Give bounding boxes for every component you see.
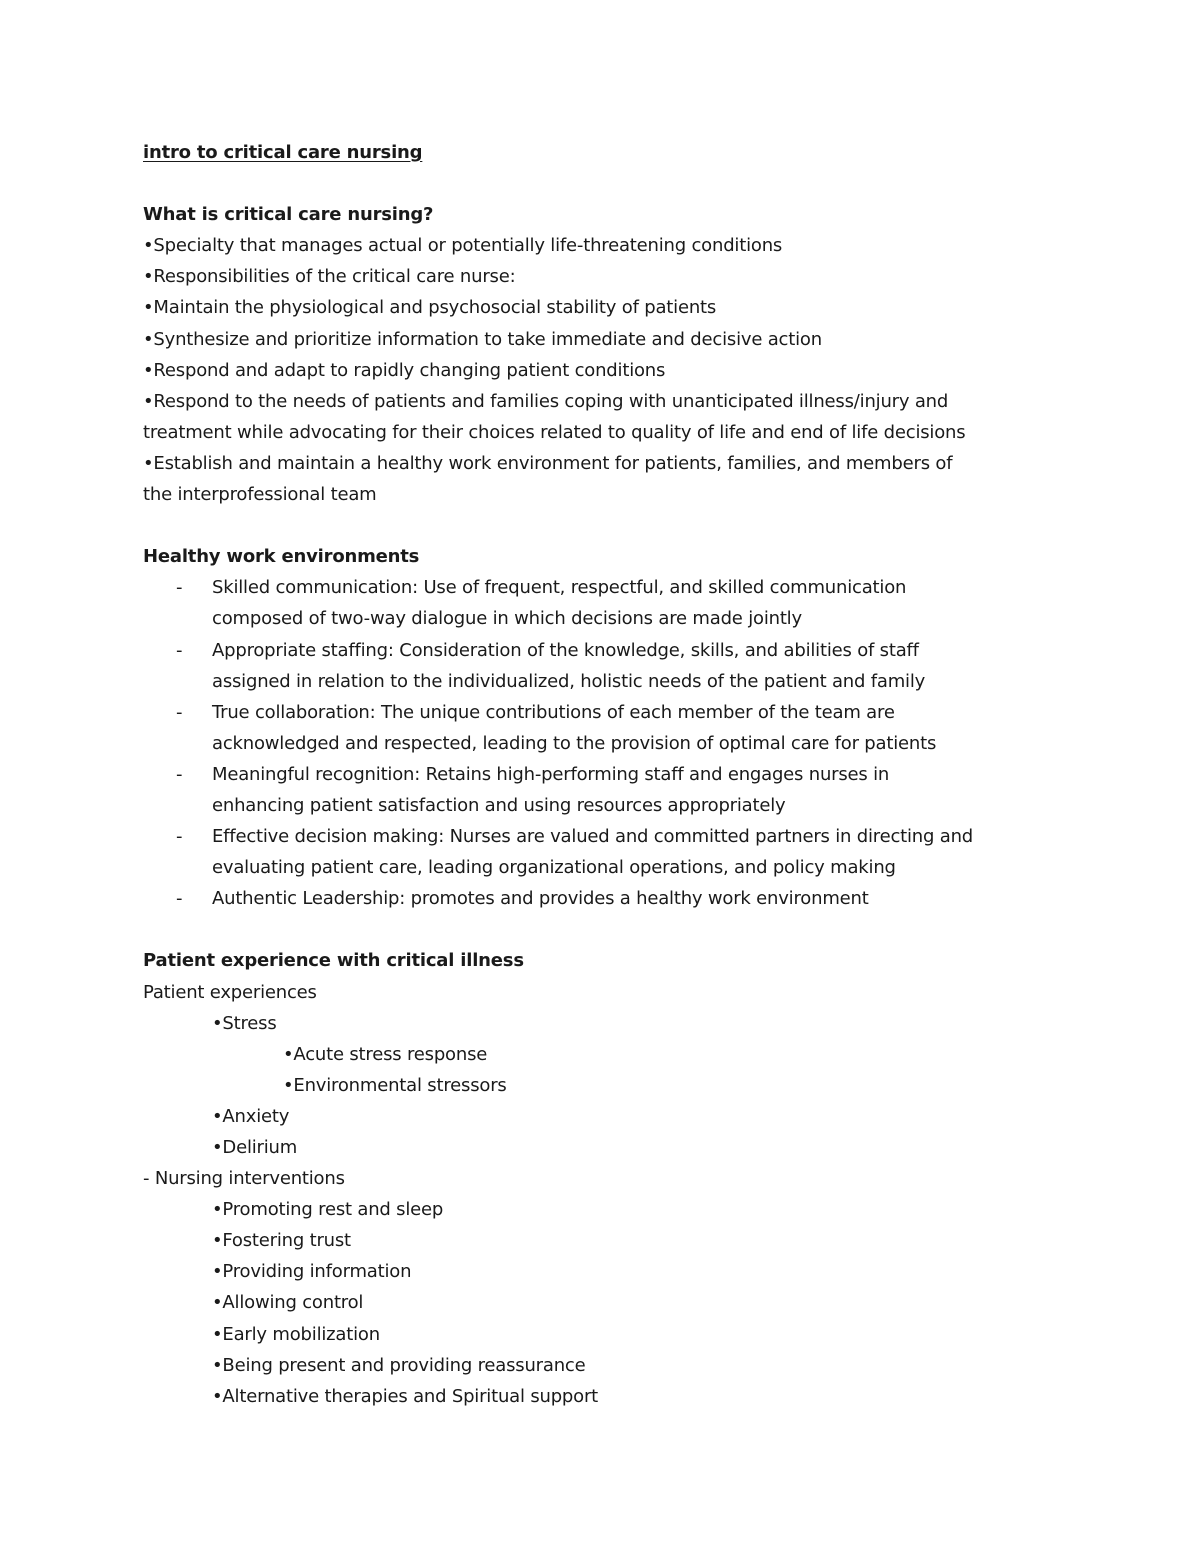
list-item (143, 697, 1083, 728)
list-item: •Allowing control (212, 1292, 364, 1314)
list-item: •Early mobilization (212, 1323, 380, 1345)
paragraph-line: the interprofessional team (143, 484, 377, 506)
paragraph-line: •Respond to the needs of patients and families coping with unanticipated illness/injury and (143, 390, 949, 412)
list-item (143, 635, 1083, 666)
subheading-patient-experiences: Patient experiences (143, 981, 317, 1003)
section-heading-what-is: What is critical care nursing? (143, 204, 434, 226)
dash-bullet: - (176, 639, 183, 661)
list-item-continuation: assigned in relation to the individualized, holistic needs of the patient and family (212, 670, 926, 692)
list-item-continuation: acknowledged and respected, leading to the provision of optimal care for patients (212, 732, 937, 754)
spacer (143, 914, 1083, 945)
paragraph-line: •Synthesize and prioritize information to take immediate and decisive action (143, 328, 822, 350)
paragraph-line: treatment while advocating for their choices related to quality of life and end of life decisions (143, 421, 966, 443)
list-item: •Providing information (212, 1261, 412, 1283)
list-item (143, 821, 1083, 852)
list-item-environmental-stressors: •Environmental stressors (283, 1074, 507, 1096)
list-item (143, 759, 1083, 790)
spacer (143, 168, 1083, 199)
list-item-text: Effective decision making: Nurses are valued and committed partners in directing and (212, 826, 974, 848)
list-item-acute-stress: •Acute stress response (283, 1043, 488, 1065)
list-item-text: True collaboration: The unique contributions of each member of the team are (212, 701, 895, 723)
section-heading-healthy-work: Healthy work environments (143, 546, 420, 568)
list-item-anxiety: •Anxiety (212, 1105, 290, 1127)
list-item: •Alternative therapies and Spiritual support (212, 1385, 599, 1407)
document-title: intro to critical care nursing (143, 142, 423, 163)
list-item: •Fostering trust (212, 1230, 351, 1252)
dash-bullet: - (176, 577, 183, 599)
list-item-stress: •Stress (212, 1012, 277, 1034)
dash-bullet: - (176, 701, 183, 723)
paragraph-line: •Responsibilities of the critical care nurse: (143, 266, 516, 288)
paragraph-line: •Specialty that manages actual or potentially life-threatening conditions (143, 235, 783, 257)
subheading-nursing-interventions: - Nursing interventions (143, 1168, 345, 1190)
paragraph-line: •Maintain the physiological and psychosocial stability of patients (143, 297, 717, 319)
paragraph-line: •Establish and maintain a healthy work environment for patients, families, and members of (143, 452, 953, 474)
list-item (143, 883, 1083, 914)
dash-bullet: - (176, 888, 183, 910)
list-item-continuation: enhancing patient satisfaction and using resources appropriately (212, 794, 786, 816)
list-item: •Promoting rest and sleep (212, 1199, 444, 1221)
list-item-text: Skilled communication: Use of frequent, respectful, and skilled communication (212, 577, 907, 599)
document-page (143, 137, 1083, 1412)
dash-bullet: - (176, 826, 183, 848)
spacer (143, 510, 1083, 541)
list-item: •Being present and providing reassurance (212, 1354, 586, 1376)
list-item-text: Meaningful recognition: Retains high-performing staff and engages nurses in (212, 763, 890, 785)
list-item-text: Authentic Leadership: promotes and provides a healthy work environment (212, 888, 869, 910)
list-item-continuation: composed of two-way dialogue in which decisions are made jointly (212, 608, 802, 630)
list-item-text: Appropriate staffing: Consideration of the knowledge, skills, and abilities of staff (212, 639, 919, 661)
dash-bullet: - (176, 763, 183, 785)
list-item-delirium: •Delirium (212, 1137, 298, 1158)
section-heading-patient-experience: Patient experience with critical illness (143, 950, 524, 972)
list-item (143, 572, 1083, 603)
list-item-continuation: evaluating patient care, leading organizational operations, and policy making (212, 857, 896, 879)
paragraph-line: •Respond and adapt to rapidly changing patient conditions (143, 359, 666, 381)
